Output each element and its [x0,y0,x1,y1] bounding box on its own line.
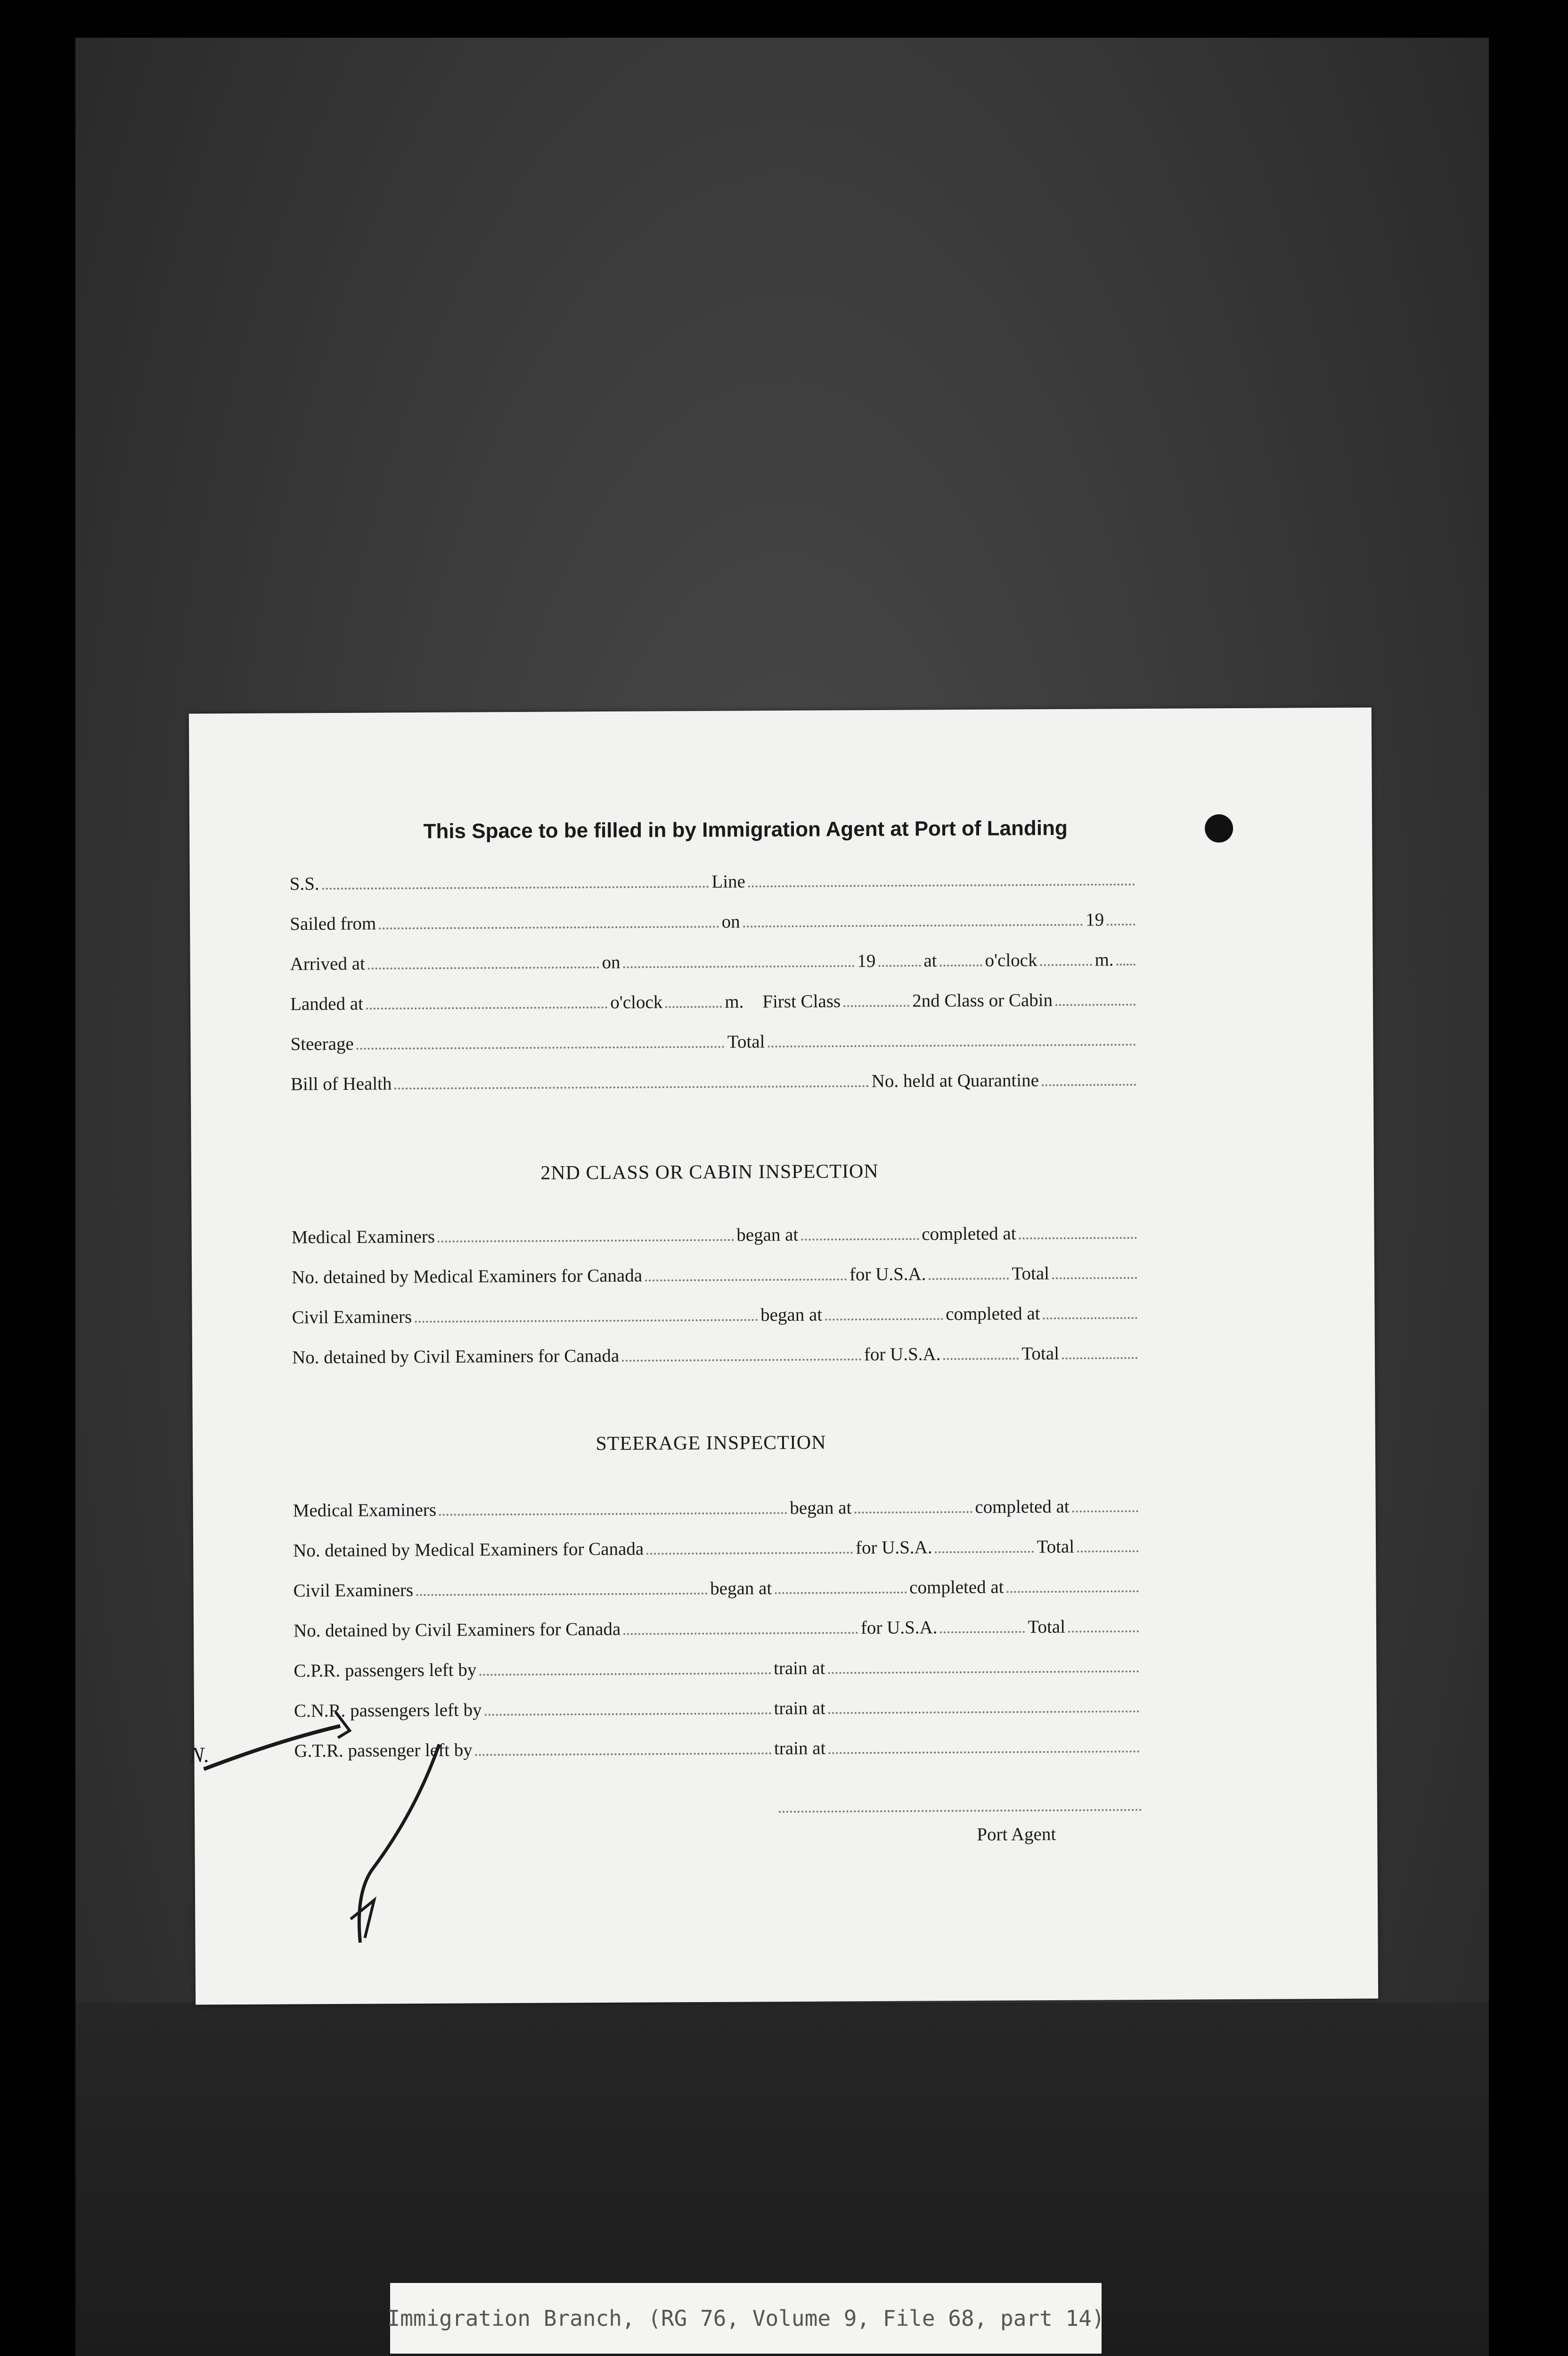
steerage-row-cpr-passengers: C.P.R. passengers left by train at [294,1656,1142,1684]
steerage-row-gtr-passengers: G.T.R. passenger left by train at [294,1736,1142,1764]
port-agent-signature-line [779,1809,1142,1813]
form-title: This Space to be filled in by Immigration Agent at Port of Landing [423,816,1068,843]
steerage-row-civil-examiners: Civil Examiners began at completed at [293,1576,1141,1603]
steerage-inspection-heading: STEERAGE INSPECTION [596,1432,826,1455]
cabin-row-civil-detained: No. detained by Civil Examiners for Canada for U.S.A. Total [292,1342,1140,1370]
cabin-row-medical-detained: No. detained by Medical Examiners for Canada for U.S.A. Total [292,1262,1140,1290]
form-row-ss: S.S. Line [290,869,1138,897]
form-row-arrived-at: Arrived at on 19 at o'clock m. [290,949,1138,977]
cabin-row-medical-examiners: Medical Examiners began at completed at [292,1222,1140,1250]
cabin-inspection-heading: 2ND CLASS OR CABIN INSPECTION [540,1160,879,1184]
port-agent-label: Port Agent [977,1824,1056,1845]
steerage-row-cnr-passengers: C.N.R. passengers left by train at [294,1696,1142,1724]
steerage-row-civil-detained: No. detained by Civil Examiners for Canada for U.S.A. Total [294,1616,1142,1644]
reference-label: Immigration Branch, (RG 76, Volume 9, File 68, part 14) [390,2283,1102,2354]
steerage-row-medical-examiners: Medical Examiners began at completed at [293,1496,1141,1523]
form-row-bill-of-health: Bill of Health No. held at Quarantine [291,1069,1139,1097]
immigration-form-sheet [189,707,1378,2004]
handwritten-initial: N. [189,1742,210,1767]
punch-hole [1205,814,1233,843]
form-row-steerage: Steerage Total [290,1029,1138,1057]
handwritten-mark [189,712,521,1767]
form-row-landed-at: Landed at o'clock m. First Class 2nd Class or Cabin [290,989,1138,1017]
handwritten-hook [351,1900,374,1938]
cabin-row-civil-examiners: Civil Examiners began at completed at [292,1302,1140,1330]
steerage-row-medical-detained: No. detained by Medical Examiners for Canada for U.S.A. Total [293,1536,1141,1563]
form-row-sailed-from: Sailed from on 19 [290,909,1138,937]
